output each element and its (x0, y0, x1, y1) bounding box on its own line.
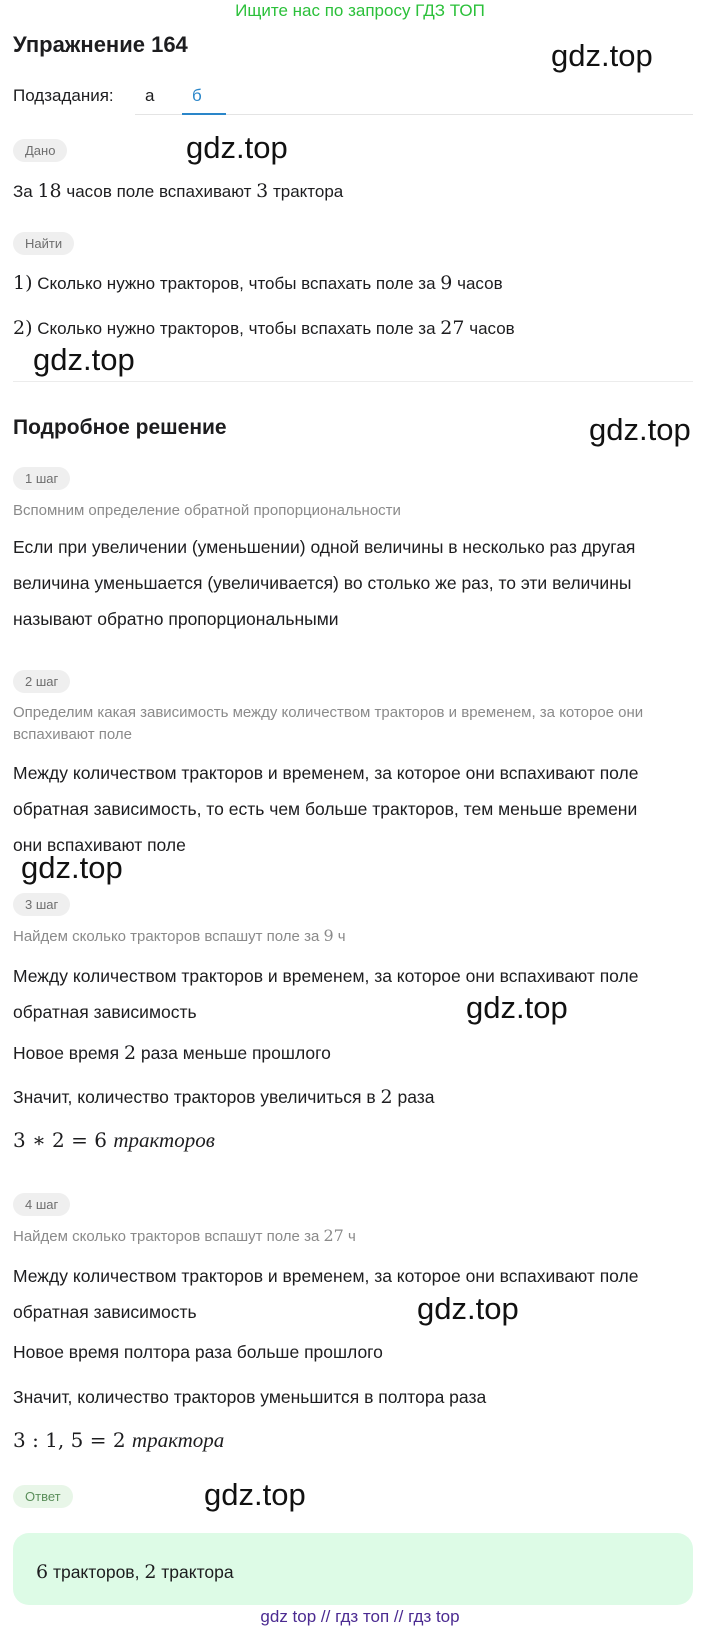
given-badge: Дано (13, 139, 67, 162)
step-3-hint: Найдем сколько тракторов вспашут поле за 9 ч (13, 926, 346, 945)
promo-banner: Ищите нас по запросу ГДЗ ТОП (235, 1, 485, 20)
given-text: За 18 часов поле вспахивают 3 трактора (13, 180, 344, 202)
tab-b[interactable]: б (192, 86, 202, 105)
answer-badge: Ответ (13, 1485, 73, 1508)
watermark: gdz.top (21, 850, 123, 885)
step-3-line-3: Новое время 2 раза меньше прошлого (13, 1042, 331, 1064)
watermark: gdz.top (417, 1291, 519, 1326)
step-1-badge: 1 шаг (13, 467, 70, 490)
tab-a[interactable]: а (145, 86, 155, 105)
page-title: Упражнение 164 (13, 32, 188, 57)
question-1: 1) Сколько нужно тракторов, чтобы вспахать поле за 9 часов (13, 272, 503, 294)
step-4-line-4: Значит, количество тракторов уменьшится в полтора раза (13, 1387, 487, 1407)
subtasks-label: Подзадания: (13, 86, 114, 105)
footer-links[interactable]: gdz top // гдз топ // гдз top (260, 1607, 460, 1626)
solution-title: Подробное решение (13, 416, 227, 439)
find-badge: Найти (13, 232, 74, 255)
step-4-formula: 3 : 1, 5 = 2 трактора (13, 1428, 225, 1452)
step-4-line-3: Новое время полтора раза больше прошлого (13, 1342, 383, 1362)
watermark: gdz.top (186, 130, 288, 165)
watermark: gdz.top (33, 342, 135, 377)
step-4-badge: 4 шаг (13, 1193, 70, 1216)
watermark: gdz.top (204, 1477, 306, 1512)
question-2: 2) Сколько нужно тракторов, чтобы вспахать поле за 27 часов (13, 317, 515, 339)
step-4-text: Между количеством тракторов и временем, за которое они вспахивают поле обратная зависимость (13, 1266, 639, 1322)
step-1-hint: Вспомним определение обратной пропорциональности (13, 502, 401, 519)
active-tab-indicator (182, 113, 226, 115)
watermark: gdz.top (466, 990, 568, 1025)
step-1-text: Если при увеличении (уменьшении) одной величины в несколько раз другая величина уменьшается (увеличивается) во столько же раз, то эти величины называют обратно пропорциональными (13, 537, 636, 629)
section-divider (13, 381, 693, 382)
step-3-badge: 3 шаг (13, 893, 70, 916)
step-4-hint: Найдем сколько тракторов вспашут поле за 27 ч (13, 1226, 356, 1245)
answer-text: 6 тракторов, 2 трактора (36, 1561, 234, 1583)
step-2-badge: 2 шаг (13, 670, 70, 693)
step-2-text: Между количеством тракторов и временем, за которое они вспахивают поле обратная зависимость, то есть чем больше тракторов, тем меньше времени они вспахивают поле (13, 763, 639, 855)
step-2-hint: Определим какая зависимость между количеством тракторов и временем, за которое они вспахивают поле (13, 704, 644, 743)
watermark: gdz.top (551, 38, 653, 73)
watermark: gdz.top (589, 412, 691, 447)
step-3-line-4: Значит, количество тракторов увеличиться в 2 раза (13, 1086, 435, 1108)
step-3-formula: 3 ∗ 2 = 6 тракторов (13, 1128, 215, 1152)
step-3-text: Между количеством тракторов и временем, за которое они вспахивают поле обратная зависимость (13, 966, 639, 1022)
